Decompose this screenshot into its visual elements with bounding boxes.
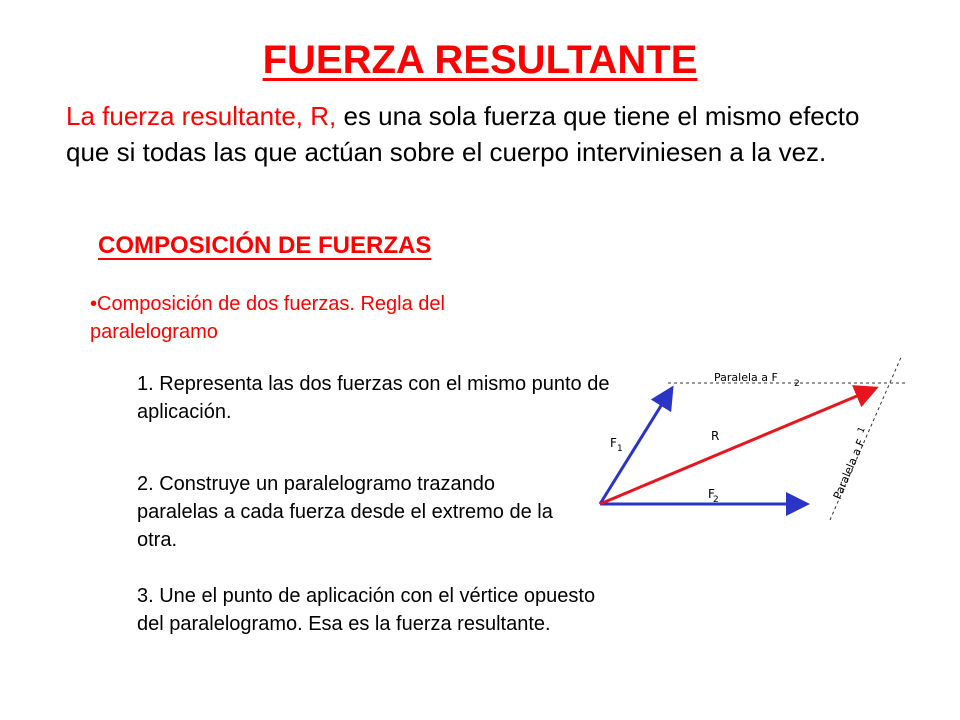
- bullet-point: •Composición de dos fuerzas. Regla del paralelogramo: [90, 293, 445, 343]
- intro-paragraph: [66, 98, 906, 170]
- label-resultant: R: [711, 429, 720, 443]
- page-title: FUERZA RESULTANTE: [262, 38, 698, 82]
- parallelogram-diagram: [590, 350, 920, 525]
- label-parallel-f2-sub: 2: [794, 379, 800, 389]
- step-1: 1. Representa las dos fuerzas con el mismo punto de aplicación.: [137, 373, 610, 423]
- intro-text: es una sola fuerza que tiene el mismo efecto que si todas las que actúan sobre el cuerpo interviniesen a la vez.: [66, 101, 860, 167]
- label-parallel-f1: Paralela a F: [830, 437, 868, 502]
- label-f1: F: [610, 436, 617, 450]
- step-2: 2. Construye un paralelogramo trazando paralelas a cada fuerza desde el extremo de la otra.: [137, 473, 553, 551]
- label-f2-sub: 2: [713, 495, 719, 505]
- label-f2: F: [708, 487, 715, 501]
- parallelogram-svg: [590, 350, 920, 520]
- section-title: COMPOSICIÓN DE FUERZAS: [98, 232, 432, 259]
- label-parallel-f2: Paralela a F: [714, 371, 778, 384]
- step-3: 3. Une el punto de aplicación con el vértice opuesto del paralelogramo. Esa es la fuerza resultante.: [137, 585, 596, 635]
- label-parallel-f1-sub: 1: [856, 425, 868, 435]
- label-f1-sub: 1: [617, 444, 623, 454]
- intro-highlight: La fuerza resultante, R,: [66, 101, 337, 131]
